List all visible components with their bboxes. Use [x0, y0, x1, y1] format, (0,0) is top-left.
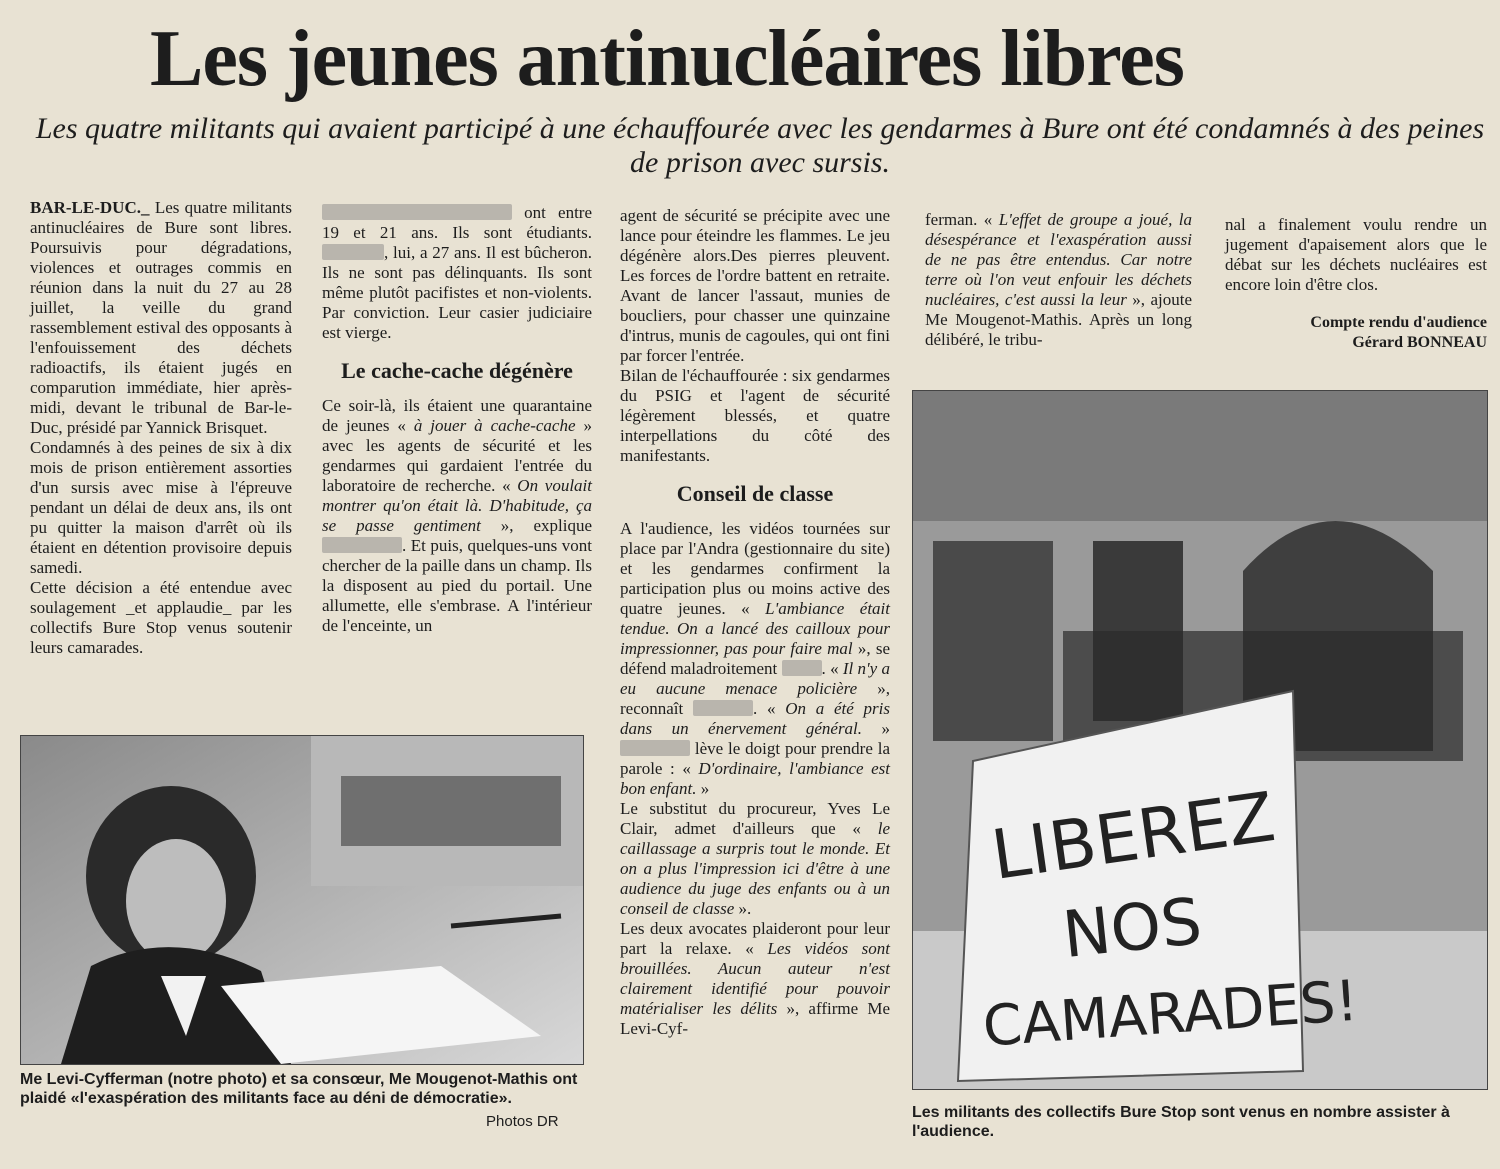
col3-paragraph-5: Les deux avocates plaideront pour leur part la relaxe. « Les vidéos sont brouillées. Aucun auteur n'est clairement identifié pour pouvoir matérialiser les délits », affirme Me Levi-Cyf-: [620, 919, 891, 1038]
photo-courthouse-image: [913, 391, 1487, 1089]
signature: [1225, 313, 1487, 353]
redacted-name: [322, 537, 402, 553]
col1-paragraph-2: Condamnés à des peines de six à dix mois de prison entièrement assorties d'un sursis avec mise à l'épreuve pendant un délai de deux ans, ils ont pu quitter la maison d'arrêt où ils étaient en détention provisoire depuis samedi.: [30, 438, 292, 577]
headline: Les jeunes antinucléaires libres: [150, 15, 1184, 103]
signature-title: Compte rendu d'audience: [1310, 314, 1487, 331]
dateline: BAR-LE-DUC._: [30, 198, 150, 217]
banner-line-2: NOS: [1059, 884, 1206, 974]
col3-paragraph-1: agent de sécurité se précipite avec une lance pour éteindre les flammes. Le jeu dégénère alors.Des pierres pleuvent. Les forces de l'ordre battent en retraite. Avant de lancer l'assaut, munies de boucliers, pour chasser une quinzaine d'intrus, munis de cagoules, qui ont fini par forcer l'entrée.: [620, 206, 890, 365]
subheading-cache-cache: Le cache-cache dégénère: [341, 358, 573, 383]
redacted-name: [693, 700, 753, 716]
col1-paragraph-3: Cette décision a été entendue avec soulagement _et applaudie_ par les collectifs Bure Stop venus soutenir leurs camarades.: [30, 578, 292, 657]
col2-paragraph-2: Ce soir-là, ils étaient une quarantaine de jeunes « à jouer à cache-cache » avec les agents de sécurité et les gendarmes qui gardaient l'entrée du laboratoire de recherche. « On voulait montrer qu'on était là. D'habitude, ça se passe gentiment », explique . Et puis, quelques-uns vont chercher de la paille dans un champ. Ils la disposent au pied du portail. Une allumette, elle s'embrase. A l'intérieur de l'enceinte, un: [322, 396, 592, 635]
col1-paragraph-1: BAR-LE-DUC._ Les quatre militants antinucléaires de Bure sont libres. Poursuivis pour dégradations, violences et outrages commis en réunion dans la nuit du 27 au 28 juillet, la veille du grand rassemblement estival des opposants à l'enfouissement des déchets radioactifs, ils étaient jugés en comparution immédiate, hier après-midi, devant le tribunal de Bar-le-Duc, présidé par Yannick Brisquet.: [30, 198, 292, 437]
photo-lawyer: [20, 735, 584, 1065]
banner-line-1: LIBEREZ: [987, 778, 1280, 896]
column-4: [925, 210, 1192, 350]
deck: Les quatre militants qui avaient participé à une échauffourée avec les gendarmes à Bure ont été condamnés à des peines de prison avec sursis.: [35, 112, 1485, 179]
col2-paragraph-1: ont entre 19 et 21 ans. Ils sont étudiants. , lui, a 27 ans. Il est bûcheron. Ils ne sont pas délinquants. Ils sont même plutôt pacifistes et non-violents. Par conviction. Leur casier judiciaire est vierge.: [322, 203, 592, 342]
photo-courthouse: [912, 390, 1488, 1090]
col4-paragraph-1: ferman. « L'effet de groupe a joué, la désespérance et l'exaspération aussi de ne pas être entendus. Car notre terre où l'on veut enfouir les déchets nucléaires, c'est aussi la leur », ajoute Me Mougenot-Mathis. Après un long délibéré, le tribu-: [925, 210, 1193, 349]
photo-lawyer-caption: Me Levi-Cyfferman (notre photo) et sa consœur, Me Mougenot-Mathis ont plaidé «l'exaspération des militants face au déni de démocratie».: [20, 1071, 578, 1107]
redacted-name: [322, 204, 512, 220]
column-1: [30, 198, 292, 658]
redacted-name: [322, 244, 384, 260]
column-3: [620, 206, 890, 1039]
signature-author: Gérard BONNEAU: [1352, 334, 1487, 351]
banner-line-3: CAMARADES!: [980, 968, 1360, 1060]
col5-paragraph-1: nal a finalement voulu rendre un jugement d'apaisement alors que le débat sur les déchets nucléaires est encore loin d'être clos.: [1225, 215, 1487, 294]
col3-paragraph-3: A l'audience, les vidéos tournées sur place par l'Andra (gestionnaire du site) et les gendarmes confirment la participation plus ou moins active des quatre jeunes. « L'ambiance était tendue. On a lancé des cailloux pour impressionner, pas pour faire mal », se défend maladroitement . « Il n'y a eu aucune menace policière », reconnaît . « On a été pris dans un énervement général. » lève le doigt pour prendre la parole : « D'ordinaire, l'ambiance est bon enfant. »: [620, 519, 891, 798]
col3-paragraph-2: Bilan de l'échauffourée : six gendarmes du PSIG et l'agent de sécurité légèrement blessés, et quatre interpellations du côté des manifestants.: [620, 366, 890, 465]
redacted-name: [620, 740, 690, 756]
subheading-conseil-de-classe: Conseil de classe: [676, 481, 834, 506]
redacted-name: [782, 660, 822, 676]
photo-courthouse-caption: Les militants des collectifs Bure Stop sont venus en nombre assister à l'audience.: [912, 1104, 1450, 1140]
col3-paragraph-4: Le substitut du procureur, Yves Le Clair, admet d'ailleurs que « le caillassage a surpris tout le monde. Et on a plus l'impression ici d'être à une audience du juge des enfants ou à un conseil de classe ».: [620, 799, 890, 918]
column-2: [322, 203, 592, 636]
photo-credit: Photos DR: [486, 1113, 559, 1130]
column-5: [1225, 215, 1487, 353]
photo-lawyer-image: [21, 736, 583, 1064]
